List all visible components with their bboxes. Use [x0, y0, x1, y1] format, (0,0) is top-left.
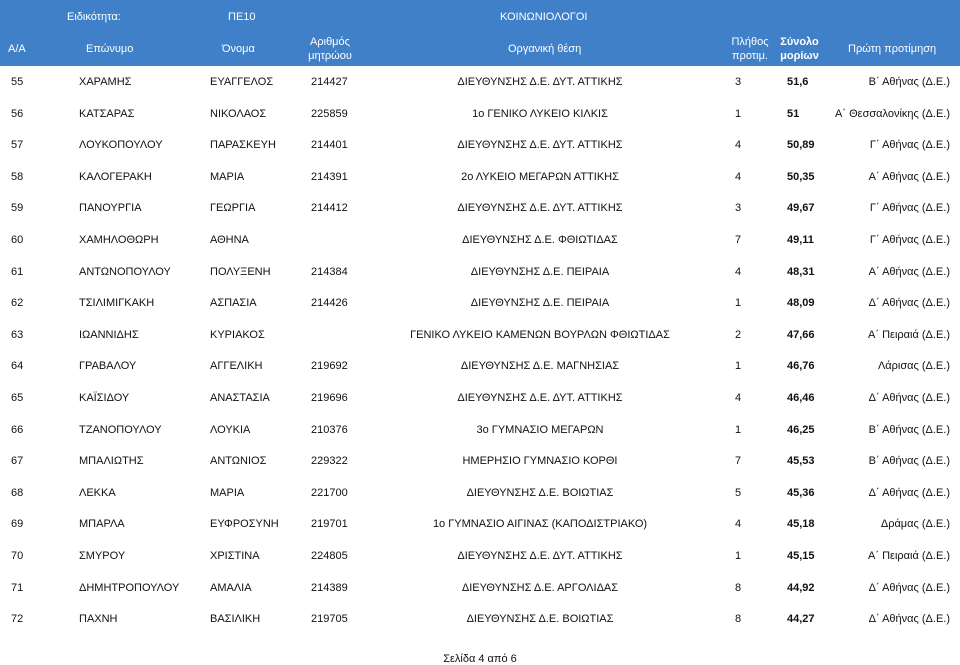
cell-first-preference: Β΄ Αθήνας (Δ.Ε.): [868, 76, 950, 88]
cell-registry: 224805: [311, 549, 348, 562]
cell-aa: 71: [11, 581, 24, 594]
table-row: [0, 224, 960, 256]
cell-surname: ΚΑΤΣΑΡΑΣ: [79, 107, 135, 120]
cell-count: 3: [734, 202, 742, 215]
cell-points: 48,31: [787, 265, 815, 278]
cell-points: 46,76: [787, 360, 815, 373]
cell-count: 5: [734, 486, 742, 499]
cell-surname: ΤΖΑΝΟΠΟΥΛΟΥ: [79, 423, 162, 436]
cell-first-preference: Α΄ Αθήνας (Δ.Ε.): [868, 170, 950, 183]
cell-surname: ΤΣΙΛΙΜΙΓΚΑΚΗ: [79, 297, 155, 310]
col-name-header: Όνομα: [222, 43, 255, 55]
cell-registry: 219692: [311, 360, 348, 373]
cell-aa: 72: [11, 613, 24, 626]
cell-position: ΔΙΕΥΘΥΝΣΗΣ Δ.Ε. ΜΑΓΝΗΣΙΑΣ: [460, 360, 620, 373]
cell-aa: 60: [11, 233, 24, 246]
cell-position: ΔΙΕΥΘΥΝΣΗΣ Δ.Ε. ΑΡΓΟΛΙΔΑΣ: [461, 581, 619, 594]
cell-name: ΚΥΡΙΑΚΟΣ: [210, 328, 265, 341]
cell-name: ΠΟΛΥΞΕΝΗ: [210, 265, 271, 278]
cell-first-preference: Α΄ Πειραιά (Δ.Ε.): [868, 549, 950, 562]
cell-points: 44,27: [787, 613, 815, 626]
cell-aa: 66: [11, 423, 24, 436]
cell-position: ΗΜΕΡΗΣΙΟ ΓΥΜΝΑΣΙΟ ΚΟΡΘΙ: [462, 455, 618, 468]
cell-surname: ΚΑΪΣΙΔΟΥ: [79, 391, 130, 404]
cell-surname: ΜΠΑΡΛΑ: [79, 518, 125, 531]
cell-count: 1: [734, 107, 742, 120]
col-surname-header: Επώνυμο: [86, 43, 134, 55]
col-first-preference-header: Πρώτη προτίμηση: [848, 43, 937, 55]
cell-aa: 58: [11, 170, 24, 183]
cell-points: 45,18: [787, 518, 815, 531]
cell-points: 44,92: [787, 581, 815, 594]
cell-count: 8: [734, 581, 742, 594]
cell-surname: ΜΠΑΛΙΩΤΗΣ: [79, 455, 144, 468]
cell-surname: ΧΑΜΗΛΟΘΩΡΗ: [79, 233, 159, 246]
cell-aa: 61: [11, 265, 24, 278]
cell-registry: 214412: [311, 202, 348, 215]
table-row: [0, 161, 960, 193]
table-row: [0, 445, 960, 477]
cell-count: 4: [734, 391, 742, 404]
cell-surname: ΛΟΥΚΟΠΟΥΛΟΥ: [79, 139, 163, 152]
cell-surname: ΓΡΑΒΑΛΟΥ: [79, 360, 137, 373]
cell-registry: 214401: [311, 139, 348, 152]
cell-name: ΜΑΡΙΑ: [210, 170, 245, 183]
cell-position: ΔΙΕΥΘΥΝΣΗΣ Δ.Ε. ΔΥΤ. ΑΤΤΙΚΗΣ: [457, 202, 623, 215]
cell-first-preference: Δ΄ Αθήνας (Δ.Ε.): [868, 391, 950, 404]
cell-points: 50,35: [787, 170, 815, 183]
cell-name: ΝΙΚΟΛΑΟΣ: [210, 107, 267, 120]
cell-points: 46,46: [787, 391, 815, 404]
page-number: Σελίδα 4 από 6: [443, 653, 517, 665]
col-registry-header-2: μητρώου: [308, 50, 352, 62]
cell-surname: ΙΩΑΝΝΙΔΗΣ: [79, 328, 139, 341]
cell-position: ΔΙΕΥΘΥΝΣΗΣ Δ.Ε. ΒΟΙΩΤΙΑΣ: [466, 613, 614, 626]
specialty-code: ΠΕ10: [228, 11, 256, 23]
cell-registry: 229322: [311, 455, 348, 468]
table-body: [0, 66, 960, 635]
cell-registry: 214427: [311, 76, 348, 88]
table-row: [0, 287, 960, 319]
cell-count: 2: [734, 328, 742, 341]
cell-name: ΛΟΥΚΙΑ: [210, 423, 251, 436]
cell-registry: 219705: [311, 613, 348, 626]
cell-registry: 214426: [311, 297, 348, 310]
specialty-label: Ειδικότητα:: [67, 11, 121, 23]
cell-aa: 64: [11, 360, 24, 373]
cell-first-preference: Γ΄ Αθήνας (Δ.Ε.): [869, 233, 950, 246]
cell-position: ΔΙΕΥΘΥΝΣΗΣ Δ.Ε. ΔΥΤ. ΑΤΤΙΚΗΣ: [457, 76, 623, 88]
cell-count: 1: [734, 297, 742, 310]
cell-name: ΑΜΑΛΙΑ: [210, 581, 252, 594]
cell-first-preference: Γ΄ Αθήνας (Δ.Ε.): [869, 202, 950, 215]
table-row: [0, 572, 960, 604]
cell-aa: 67: [11, 455, 24, 468]
table-row: [0, 508, 960, 540]
cell-first-preference: Β΄ Αθήνας (Δ.Ε.): [868, 455, 950, 468]
cell-points: 45,15: [787, 549, 815, 562]
cell-first-preference: Α΄ Αθήνας (Δ.Ε.): [868, 265, 950, 278]
col-position-header: Οργανική θέση: [508, 43, 582, 55]
cell-first-preference: Δ΄ Αθήνας (Δ.Ε.): [868, 613, 950, 626]
cell-aa: 62: [11, 297, 24, 310]
table-header: [0, 0, 960, 66]
cell-aa: 65: [11, 391, 24, 404]
cell-position: ΔΙΕΥΘΥΝΣΗΣ Δ.Ε. ΠΕΙΡΑΙΑ: [470, 265, 610, 278]
cell-aa: 59: [11, 202, 24, 215]
cell-position: 1ο ΓΥΜΝΑΣΙΟ ΑΙΓΙΝΑΣ (ΚΑΠΟΔΙΣΤΡΙΑΚΟ): [432, 518, 648, 531]
table-row: [0, 382, 960, 414]
cell-name: ΓΕΩΡΓΙΑ: [210, 202, 256, 215]
cell-aa: 70: [11, 549, 24, 562]
cell-name: ΧΡΙΣΤΙΝΑ: [210, 549, 260, 562]
col-aa-header: Α/Α: [8, 43, 26, 55]
table-row: [0, 414, 960, 446]
table-row: [0, 129, 960, 161]
cell-points: 47,66: [787, 328, 815, 341]
table-row: [0, 350, 960, 382]
cell-name: ΠΑΡΑΣΚΕΥΗ: [210, 139, 276, 152]
cell-name: ΑΘΗΝΑ: [210, 233, 249, 246]
cell-position: ΔΙΕΥΘΥΝΣΗΣ Δ.Ε. ΒΟΙΩΤΙΑΣ: [466, 486, 614, 499]
cell-position: 1ο ΓΕΝΙΚΟ ΛΥΚΕΙΟ ΚΙΛΚΙΣ: [472, 107, 608, 120]
cell-points: 49,11: [787, 233, 814, 246]
cell-surname: ΑΝΤΩΝΟΠΟΥΛΟΥ: [79, 265, 171, 278]
col-points-header-2: μορίων: [780, 50, 819, 62]
cell-first-preference: Δ΄ Αθήνας (Δ.Ε.): [868, 297, 950, 310]
cell-position: ΔΙΕΥΘΥΝΣΗΣ Δ.Ε. ΔΥΤ. ΑΤΤΙΚΗΣ: [457, 391, 623, 404]
cell-name: ΒΑΣΙΛΙΚΗ: [210, 613, 261, 626]
cell-count: 7: [734, 233, 742, 246]
cell-count: 8: [734, 613, 742, 626]
cell-count: 4: [734, 265, 742, 278]
cell-surname: ΣΜΥΡΟΥ: [79, 549, 126, 562]
specialty-name: ΚΟΙΝΩΝΙΟΛΟΓΟΙ: [500, 11, 588, 23]
cell-surname: ΠΑΧΝΗ: [79, 613, 118, 626]
cell-count: 7: [734, 455, 742, 468]
cell-name: ΕΥΦΡΟΣΥΝΗ: [210, 518, 279, 531]
cell-position: 3ο ΓΥΜΝΑΣΙΟ ΜΕΓΑΡΩΝ: [476, 423, 604, 436]
cell-registry: 214389: [311, 581, 348, 594]
cell-points: 51: [787, 107, 800, 120]
cell-first-preference: Δ΄ Αθήνας (Δ.Ε.): [868, 581, 950, 594]
cell-position: ΔΙΕΥΘΥΝΣΗΣ Δ.Ε. ΔΥΤ. ΑΤΤΙΚΗΣ: [457, 139, 623, 152]
cell-first-preference: Α΄ Θεσσαλονίκης (Δ.Ε.): [835, 107, 950, 120]
cell-count: 1: [734, 549, 742, 562]
cell-points: 45,53: [787, 455, 815, 468]
table-row: [0, 192, 960, 224]
cell-position: ΔΙΕΥΘΥΝΣΗΣ Δ.Ε. ΦΘΙΩΤΙΔΑΣ: [462, 233, 618, 246]
cell-registry: 214384: [311, 265, 348, 278]
table-row: [0, 256, 960, 288]
cell-aa: 69: [11, 518, 24, 531]
cell-points: 46,25: [787, 423, 815, 436]
cell-position: ΓΕΝΙΚΟ ΛΥΚΕΙΟ ΚΑΜΕΝΩΝ ΒΟΥΡΛΩΝ ΦΘΙΩΤΙΔΑΣ: [410, 328, 670, 341]
cell-surname: ΛΕΚΚΑ: [79, 486, 116, 499]
cell-surname: ΔΗΜΗΤΡΟΠΟΥΛΟΥ: [79, 581, 180, 594]
cell-count: 4: [734, 170, 742, 183]
cell-points: 48,09: [787, 297, 815, 310]
cell-name: ΑΓΓΕΛΙΚΗ: [210, 360, 263, 373]
col-registry-header-1: Αριθμός: [310, 36, 350, 48]
cell-name: ΑΝΑΣΤΑΣΙΑ: [210, 391, 270, 404]
cell-registry: 210376: [311, 423, 348, 436]
cell-count: 1: [734, 360, 742, 373]
table-row: [0, 319, 960, 351]
cell-aa: 56: [11, 107, 24, 120]
cell-first-preference: Α΄ Πειραιά (Δ.Ε.): [868, 328, 950, 341]
cell-position: ΔΙΕΥΘΥΝΣΗΣ Δ.Ε. ΔΥΤ. ΑΤΤΙΚΗΣ: [457, 549, 623, 562]
table-row: [0, 98, 960, 130]
cell-surname: ΧΑΡΑΜΗΣ: [79, 76, 132, 88]
cell-aa: 57: [11, 139, 24, 152]
cell-points: 49,67: [787, 202, 815, 215]
cell-points: 45,36: [787, 486, 815, 499]
cell-count: 1: [734, 423, 742, 436]
cell-count: 4: [734, 139, 742, 152]
col-count-header-2: προτιμ.: [732, 50, 768, 62]
cell-position: ΔΙΕΥΘΥΝΣΗΣ Δ.Ε. ΠΕΙΡΑΙΑ: [470, 297, 610, 310]
cell-registry: 219701: [311, 518, 348, 531]
table-row: [0, 603, 960, 635]
cell-points: 51,6: [787, 76, 809, 88]
cell-name: ΕΥΑΓΓΕΛΟΣ: [210, 76, 274, 88]
cell-surname: ΚΑΛΟΓΕΡΑΚΗ: [79, 170, 152, 183]
cell-name: ΑΝΤΩΝΙΟΣ: [210, 455, 267, 468]
col-points-header-1: Σύνολο: [780, 36, 819, 48]
cell-name: ΜΑΡΙΑ: [210, 486, 245, 499]
cell-aa: 55: [11, 76, 24, 88]
cell-count: 3: [734, 76, 742, 88]
cell-count: 4: [734, 518, 742, 531]
table-row: [0, 540, 960, 572]
cell-aa: 63: [11, 328, 24, 341]
cell-points: 50,89: [787, 139, 815, 152]
cell-registry: 214391: [311, 170, 348, 183]
cell-surname: ΠΑΝΟΥΡΓΙΑ: [79, 202, 142, 215]
cell-first-preference: Δράμας (Δ.Ε.): [880, 518, 950, 531]
cell-first-preference: Λάρισας (Δ.Ε.): [877, 360, 950, 373]
cell-position: 2ο ΛΥΚΕΙΟ ΜΕΓΑΡΩΝ ΑΤΤΙΚΗΣ: [461, 170, 619, 183]
cell-first-preference: Β΄ Αθήνας (Δ.Ε.): [868, 423, 950, 436]
cell-first-preference: Γ΄ Αθήνας (Δ.Ε.): [869, 139, 950, 152]
cell-first-preference: Δ΄ Αθήνας (Δ.Ε.): [868, 486, 950, 499]
cell-aa: 68: [11, 486, 24, 499]
cell-name: ΑΣΠΑΣΙΑ: [210, 297, 257, 310]
col-count-header-1: Πλήθος: [731, 36, 769, 48]
cell-registry: 225859: [311, 107, 348, 120]
cell-registry: 219696: [311, 391, 348, 404]
table-row: [0, 477, 960, 509]
table-row: [0, 66, 960, 98]
cell-registry: 221700: [311, 486, 348, 499]
